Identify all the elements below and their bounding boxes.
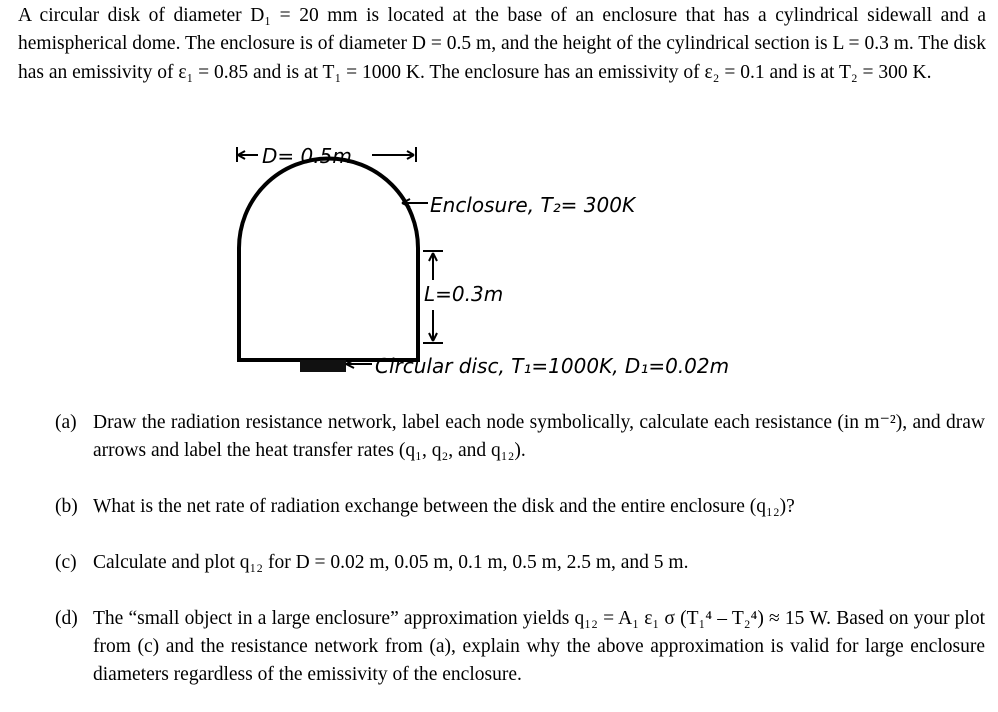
question-c: [55, 549, 985, 577]
diameter-label: D= 0.5m: [262, 144, 352, 168]
question-b: [55, 493, 985, 521]
enclosure-outline: [239, 158, 418, 360]
question-text: The “small object in a large enclosure” approximation yields q₁₂ = A₁ ε₁ σ (T₁⁴ – T₂⁴) ≈ 15 W. Based on your plot from (c) and the resistance network from (a), explain why the above approximation is valid for large enclosure diameters regardless of the emissivity of the enclosure.: [93, 608, 985, 685]
question-label: (b): [55, 496, 78, 517]
disc-label: Circular disc, T₁=1000K, D₁=0.02m: [375, 354, 730, 378]
enclosure-label: Enclosure, T₂= 300K: [430, 193, 636, 217]
circular-disc: [300, 360, 346, 372]
problem-statement: A circular disk of diameter D₁ = 20 mm is located at the base of an enclosure that has a cylindrical sidewall and a hemispherical dome. The enclosure is of diameter D = 0.5 m, and the height of the cylindrical section is L = 0.3 m. The disk has an emissivity of ε₁ = 0.85 and is at T₁ = 1000 K. The enclosure has an emissivity of ε₂ = 0.1 and is at T₂ = 300 K.: [18, 5, 986, 83]
question-a: [55, 409, 985, 465]
question-label: (c): [55, 552, 77, 573]
question-text: Calculate and plot q₁₂ for D = 0.02 m, 0.05 m, 0.1 m, 0.5 m, 2.5 m, and 5 m.: [93, 552, 689, 573]
question-text: Draw the radiation resistance network, label each node symbolically, calculate each resistance (in m⁻²), and draw arrows and label the heat transfer rates (q₁, q₂, and q₁₂).: [93, 412, 985, 461]
question-label: (a): [55, 412, 77, 433]
question-d: [55, 605, 985, 689]
question-label: (d): [55, 608, 78, 629]
question-text: What is the net rate of radiation exchange between the disk and the entire enclosure (q₁₂)?: [93, 496, 795, 517]
length-label: L=0.3m: [424, 282, 504, 306]
